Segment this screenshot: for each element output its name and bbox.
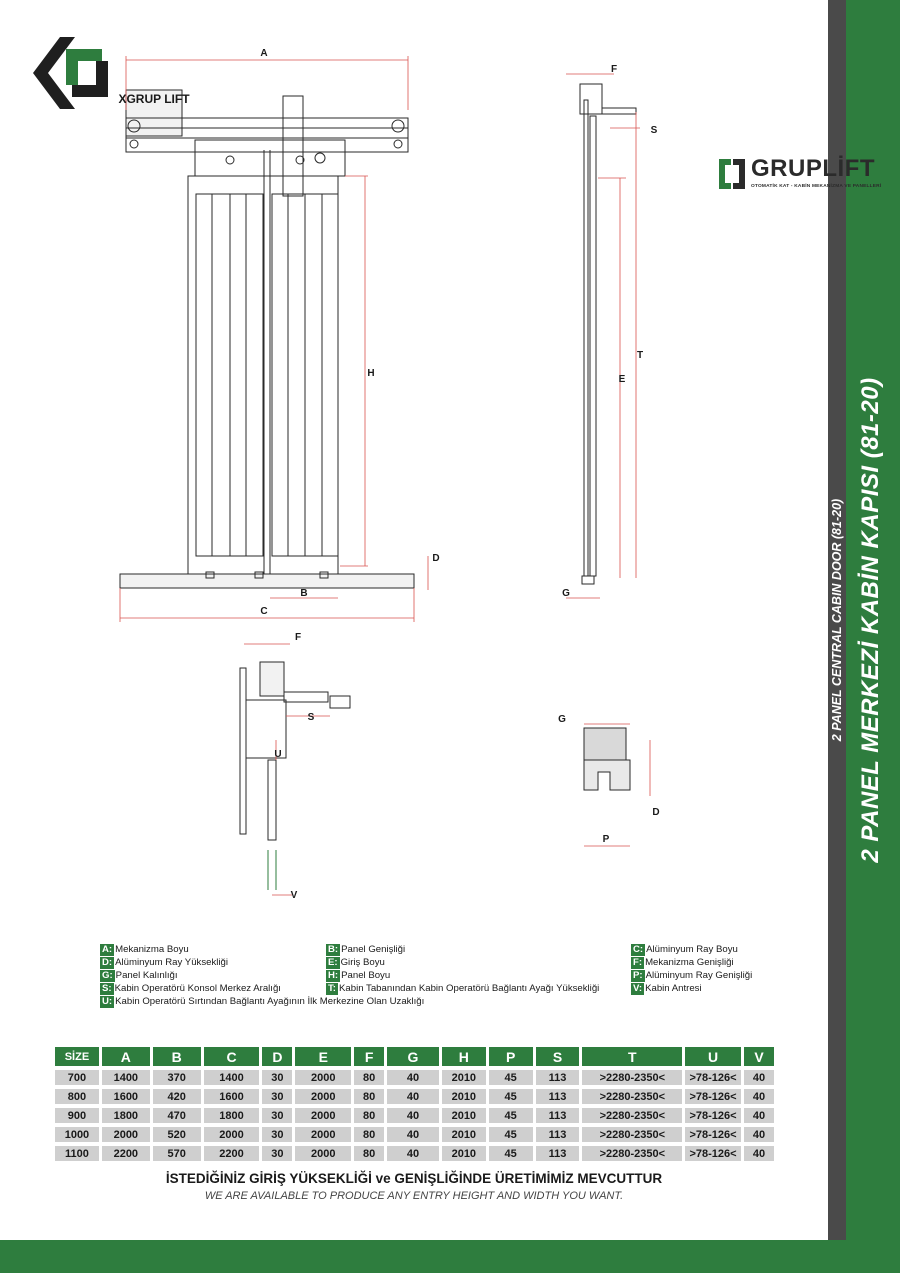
table-cell: 80 (354, 1108, 384, 1123)
table-cell: 2000 (295, 1146, 351, 1161)
dimension-label-d-rail: D (652, 807, 660, 818)
table-cell: 1600 (204, 1089, 260, 1104)
legend-item-s: S: Kabin Operatörü Konsol Merkez Aralığı (102, 983, 281, 994)
table-cell: 2000 (295, 1108, 351, 1123)
table-cell: 40 (744, 1089, 774, 1104)
table-cell: 40 (387, 1089, 439, 1104)
table-header-row (55, 1047, 774, 1066)
dimension-label-s-detail: S (307, 712, 315, 723)
table-header-cell: S (536, 1047, 580, 1066)
legend-item-a: A: Mekanizma Boyu (102, 944, 189, 955)
table-cell: 1800 (102, 1108, 150, 1123)
table-header-cell: SİZE (55, 1047, 99, 1066)
legend-item-d: D: Alüminyum Ray Yüksekliği (102, 957, 228, 968)
detail-view (240, 662, 350, 890)
table-cell: 40 (744, 1146, 774, 1161)
table-cell: 113 (536, 1070, 580, 1085)
table-cell: 45 (489, 1127, 533, 1142)
table-cell: 80 (354, 1089, 384, 1104)
legend-item-g: G: Panel Kalınlığı (102, 970, 178, 981)
table-header-cell: U (685, 1047, 741, 1066)
dimension-label-a: A (260, 48, 268, 59)
table-cell: 2000 (102, 1127, 150, 1142)
table-cell: 30 (262, 1127, 292, 1142)
dimension-label-b: B (300, 588, 308, 599)
table-cell: 2200 (102, 1146, 150, 1161)
table-header-cell: D (262, 1047, 292, 1066)
brand-tagline: OTOMATİK KAT - KABİN MEKANİZMA VE PANELLERİ (751, 184, 882, 189)
table-row (55, 1127, 774, 1142)
side-view (580, 84, 636, 584)
dimension-label-h: H (367, 368, 375, 379)
legend-item-v: V: Kabin Antresi (633, 983, 702, 994)
legend-item-p: P: Alüminyum Ray Genişliği (633, 970, 753, 981)
dimension-label-c: C (260, 606, 268, 617)
table-cell: >78-126< (685, 1146, 741, 1161)
legend (100, 944, 800, 1014)
table-cell: 520 (153, 1127, 201, 1142)
table-cell: 30 (262, 1146, 292, 1161)
table-cell: 420 (153, 1089, 201, 1104)
table-cell: 40 (387, 1108, 439, 1123)
rail-view (584, 728, 630, 790)
table-header-cell: P (489, 1047, 533, 1066)
mechanism-logo: XGRUP LIFT (118, 92, 190, 106)
table-cell: 2200 (204, 1146, 260, 1161)
dimension-label-e: E (618, 374, 626, 385)
table-cell: 45 (489, 1070, 533, 1085)
table-header-cell: C (204, 1047, 260, 1066)
table-header-cell: H (442, 1047, 486, 1066)
dimension-label-v: V (290, 890, 298, 901)
notice-turkish: İSTEDİĞİNİZ GİRİŞ YÜKSEKLİĞİ ve GENİŞLİĞİNDE ÜRETİMİMİZ MEVCUTTUR (165, 1171, 663, 1186)
table-cell: 2000 (295, 1070, 351, 1085)
legend-item-f: F: Mekanizma Genişliği (633, 957, 734, 968)
front-view (120, 90, 414, 588)
table-cell: >78-126< (685, 1089, 741, 1104)
table-header-cell: G (387, 1047, 439, 1066)
table-cell: >2280-2350< (582, 1127, 682, 1142)
table-cell: >78-126< (685, 1127, 741, 1142)
table-cell: 40 (744, 1127, 774, 1142)
legend-item-b: B: Panel Genişliği (328, 944, 406, 955)
legend-item-c: C: Alüminyum Ray Boyu (633, 944, 738, 955)
table-cell: 900 (55, 1108, 99, 1123)
legend-item-h: H: Panel Boyu (328, 970, 391, 981)
table-cell: 30 (262, 1108, 292, 1123)
table-header-cell: T (582, 1047, 682, 1066)
table-cell: 45 (489, 1089, 533, 1104)
table-cell: 113 (536, 1108, 580, 1123)
notice-english: WE ARE AVAILABLE TO PRODUCE ANY ENTRY HEIGHT AND WIDTH YOU WANT. (204, 1190, 624, 1202)
dimension-label-s: S (650, 125, 658, 136)
dimension-label-f: F (610, 64, 618, 75)
dimension-label-g: G (562, 588, 570, 599)
table-row (55, 1146, 774, 1161)
legend-item-u: U: Kabin Operatörü Sırtından Bağlantı Ayağının İlk Merkezine Olan Uzaklığı (102, 996, 425, 1007)
table-cell: 570 (153, 1146, 201, 1161)
table-row (55, 1070, 774, 1085)
table-cell: 40 (744, 1070, 774, 1085)
table-cell: 1400 (102, 1070, 150, 1085)
table-cell: 40 (387, 1070, 439, 1085)
table-row (55, 1089, 774, 1104)
table-cell: 2010 (442, 1089, 486, 1104)
table-cell: 2010 (442, 1108, 486, 1123)
table-cell: 1100 (55, 1146, 99, 1161)
table-cell: 1600 (102, 1089, 150, 1104)
page-title: 2 PANEL MERKEZİ KABİN KAPISI (81-20) (857, 377, 884, 863)
size-table (52, 1043, 777, 1165)
dimension-label-g-rail: G (558, 714, 566, 725)
dimension-label-d: D (432, 553, 440, 564)
table-cell: >2280-2350< (582, 1108, 682, 1123)
table-header-cell: E (295, 1047, 351, 1066)
table-cell: 2010 (442, 1127, 486, 1142)
table-cell: 30 (262, 1089, 292, 1104)
table-cell: >78-126< (685, 1108, 741, 1123)
table-cell: 800 (55, 1089, 99, 1104)
table-cell: 700 (55, 1070, 99, 1085)
table-cell: >78-126< (685, 1070, 741, 1085)
legend-item-e: E: Giriş Boyu (328, 957, 385, 968)
table-cell: 2010 (442, 1146, 486, 1161)
table-cell: >2280-2350< (582, 1089, 682, 1104)
table-cell: 2000 (295, 1127, 351, 1142)
table-cell: 1400 (204, 1070, 260, 1085)
table-cell: 40 (387, 1127, 439, 1142)
table-cell: 370 (153, 1070, 201, 1085)
table-row (55, 1108, 774, 1123)
table-cell: 2000 (295, 1089, 351, 1104)
table-cell: 80 (354, 1070, 384, 1085)
legend-item-t: T: Kabin Tabanından Kabin Operatörü Bağlantı Ayağı Yüksekliği (328, 983, 600, 994)
table-header-cell: A (102, 1047, 150, 1066)
table-cell: 113 (536, 1089, 580, 1104)
dimension-label-p: P (602, 834, 610, 845)
table-cell: 45 (489, 1146, 533, 1161)
table-cell: 2010 (442, 1070, 486, 1085)
page-subtitle: 2 PANEL CENTRAL CABIN DOOR (81-20) (830, 498, 844, 742)
table-header-cell: V (744, 1047, 774, 1066)
dimension-label-t: T (636, 350, 644, 361)
table-cell: 113 (536, 1127, 580, 1142)
table-cell: 30 (262, 1070, 292, 1085)
table-cell: 45 (489, 1108, 533, 1123)
table-cell: >2280-2350< (582, 1146, 682, 1161)
dimension-label-f-detail: F (294, 632, 302, 643)
table-cell: >2280-2350< (582, 1070, 682, 1085)
table-cell: 80 (354, 1146, 384, 1161)
table-cell: 1800 (204, 1108, 260, 1123)
bottom-bar (0, 1240, 900, 1273)
table-cell: 470 (153, 1108, 201, 1123)
table-header-cell: B (153, 1047, 201, 1066)
brand-name: GRUPLİFT (751, 155, 875, 182)
table-cell: 1000 (55, 1127, 99, 1142)
table-cell: 40 (744, 1108, 774, 1123)
table-cell: 80 (354, 1127, 384, 1142)
table-cell: 40 (387, 1146, 439, 1161)
dimension-label-u: U (274, 749, 282, 760)
table-header-cell: F (354, 1047, 384, 1066)
table-cell: 2000 (204, 1127, 260, 1142)
table-cell: 113 (536, 1146, 580, 1161)
